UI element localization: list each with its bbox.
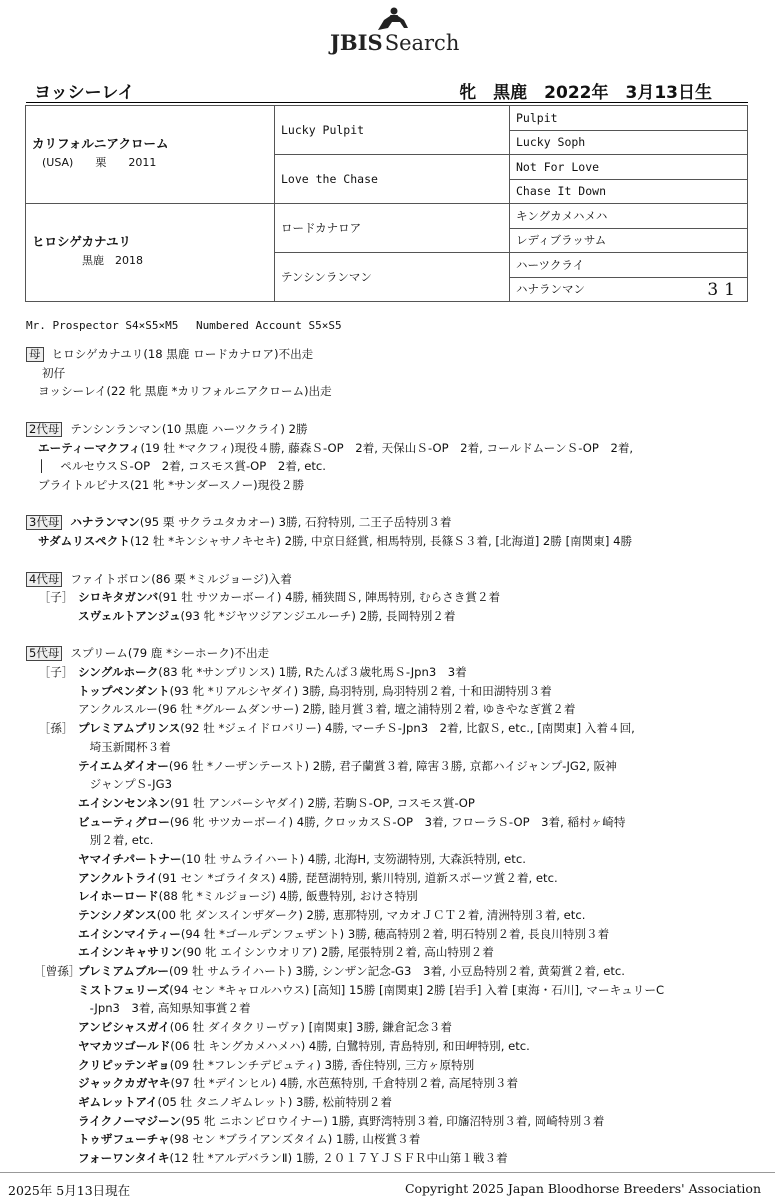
line-text: (93 牝 *リアルシヤダイ) 3勝, 鳥羽特別, 鳥羽特別２着, 十和田湖特別３着 [169, 683, 552, 698]
horse-link[interactable]: ライクノーマジーン [78, 1113, 181, 1128]
line-text: (94 セン *キャロルハウス) [高知] 15勝 [南関東] 2勝 [岩手] 入着 [東海・石川], マーキュリーC [169, 982, 665, 997]
horse-link[interactable]: ギムレットアイ [78, 1094, 158, 1109]
horse-link[interactable]: シングルホーク [78, 665, 159, 680]
generation-label: 3代母 [26, 515, 62, 530]
pedigree-g3-5[interactable]: レディブラッサム [510, 228, 748, 253]
generation-label: 5代母 [26, 646, 62, 661]
generation-label: 2代母 [26, 422, 62, 437]
family-line [26, 794, 756, 813]
line-text: 別２着, etc. [78, 833, 154, 848]
pedigree-g2-1[interactable]: Love the Chase [275, 155, 510, 204]
family-line [26, 1018, 756, 1037]
pedigree-g3-7-name[interactable]: ハナランマン [516, 282, 585, 297]
line-text: (05 牡 タニノギムレット) 3勝, 松前特別２着 [157, 1094, 392, 1109]
family-line [26, 1112, 756, 1131]
female-family-section [26, 345, 756, 1168]
line-text: (91 牡 サツカーボーイ) 4勝, 桶狭間Ｓ, 陣馬特別, むらさき賞２着 [158, 590, 501, 605]
family-line [26, 476, 756, 495]
horse-link[interactable]: ビューティグロー [78, 814, 170, 829]
line-text: ヒロシゲカナユリ(18 黒鹿 ロードカナロア)不出走 [51, 347, 314, 361]
spacer [26, 504, 756, 513]
horse-name: ヨッシーレイ [34, 83, 135, 103]
pedigree-table [25, 105, 748, 302]
family-line [26, 700, 756, 719]
line-text: (97 牡 *デインヒル) 4勝, 水芭蕉特別, 千倉特別２着, 高尾特別３着 [170, 1076, 519, 1091]
line-text: (98 セン *ブライアンズタイム) 1勝, 山桜賞３着 [169, 1132, 421, 1147]
pedigree-g2-2[interactable]: ロードカナロア [275, 204, 510, 253]
horse-link[interactable]: シロキタガンバ [78, 590, 159, 605]
family-line [26, 382, 756, 401]
sire-detail: (USA) 栗 2011 [42, 155, 157, 169]
family-line [26, 1149, 756, 1168]
family-line [26, 439, 756, 458]
family-line [26, 457, 756, 476]
logo-text-search: Search [384, 31, 460, 55]
line-text: (96 牝 サツカーボーイ) 4勝, クロッカスＳ-OP 3着, フローラＳ-OP 3着, 稲村ヶ崎特 [169, 814, 626, 829]
sire-name[interactable]: カリフォルニアクローム [32, 135, 169, 151]
family-line [26, 831, 756, 850]
line-text: 初仔 [42, 365, 66, 380]
horse-link[interactable]: アンビシャスガイ [78, 1020, 170, 1035]
line-text: ブライトルピナス(21 牝 *サンダースノー)現役２勝 [38, 477, 305, 492]
horse-link[interactable]: プレミアムブルー [78, 964, 170, 979]
line-text: ヨッシーレイ(22 牝 黒鹿 *カリフォルニアクローム)出走 [38, 384, 332, 399]
pedigree-g3-3[interactable]: Chase It Down [510, 179, 748, 204]
family-line [26, 682, 756, 701]
inbreeding-crosses: Mr. Prospector S4×S5×M5 Numbered Account S5×S5 [26, 319, 342, 332]
pedigree-g3-1[interactable]: Lucky Soph [510, 130, 748, 155]
line-text: テンシンランマン(10 黒鹿 ハーツクライ) 2勝 [70, 421, 308, 436]
family-line [26, 925, 756, 944]
family-line [26, 887, 756, 906]
horse-rider-icon [370, 6, 418, 32]
spacer [26, 626, 756, 635]
relation-tag: ［曾孫］ [34, 964, 81, 979]
line-text: スプリーム(79 鹿 *シーホーク)不出走 [70, 646, 270, 661]
family-line [26, 906, 756, 925]
family-line [26, 420, 756, 439]
horse-link[interactable]: トゥザフューチャ [78, 1132, 170, 1147]
line-text: ファイトボロン(86 栗 *ミルジョージ)入着 [70, 571, 292, 586]
family-line [26, 962, 756, 981]
line-text: (19 牡 *マクフィ)現役４勝, 藤森Ｓ-OP 2着, 天保山Ｓ-OP 2着, コールドムーンＳ-OP 2着, [140, 440, 634, 455]
line-text: (95 牝 ニホンピロウイナー) 1勝, 真野湾特別３着, 印旛沼特別３着, 岡崎特別３着 [180, 1113, 605, 1128]
line-text: (12 牡 *キンシャサノキセキ) 2勝, 中京日経賞, 相馬特別, 長篠Ｓ３着, [北海道] 2勝 [南関東] 4勝 [129, 534, 633, 549]
horse-link[interactable]: レイホーロード [78, 889, 159, 904]
line-text: (96 牡 *ノーザンテースト) 2勝, 君子蘭賞３着, 障害３勝, 京都ハイジャンプ-JG2, 阪神 [168, 758, 617, 773]
spacer [26, 401, 756, 410]
dam-name[interactable]: ヒロシゲカナユリ [32, 233, 132, 249]
horse-link[interactable]: エイシンセンネン [78, 795, 171, 810]
generation-label: 母 [26, 347, 44, 362]
sire-cell [26, 106, 275, 204]
family-line [26, 364, 756, 383]
family-line [26, 775, 756, 794]
horse-link[interactable]: エーティーマクフィ [38, 440, 141, 455]
horse-link[interactable]: スヴェルトアンジュ [78, 608, 181, 623]
family-line [26, 869, 756, 888]
jbis-search-logo[interactable] [330, 6, 462, 56]
horse-link[interactable]: プレミアムプリンス [78, 721, 181, 736]
line-text: (92 牡 *ジェイドロバリー) 4勝, マーチＳ-Jpn3 2着, 比叡Ｓ, etc., [南関東] 入着４回, [180, 721, 635, 736]
line-text: (09 牡 *フレンチデピュティ) 3勝, 香住特別, 三方ヶ原特別 [169, 1057, 475, 1072]
family-line [26, 644, 756, 663]
spacer [26, 635, 756, 644]
line-text: (06 牡 キングカメハメハ) 4勝, 白鷺特別, 青島特別, 和田岬特別, etc. [170, 1038, 530, 1053]
family-line [26, 1037, 756, 1056]
horse-link[interactable]: アンクルトライ [78, 870, 158, 885]
horse-link[interactable]: サダムリスペクト [38, 534, 130, 549]
line-text: │ ペルセウスＳ-OP 2着, コスモス賞-OP 2着, etc. [38, 459, 326, 474]
spacer [26, 495, 756, 504]
logo-text-jbis: JBIS [330, 30, 383, 55]
horse-link[interactable]: ジャックカガヤキ [78, 1076, 171, 1091]
pedigree-g3-7 [510, 277, 748, 302]
horse-link[interactable]: テンシノダンス [78, 908, 157, 922]
relation-tag: ［子］ [38, 590, 74, 605]
horse-link[interactable]: エイシンキャサリン [78, 945, 183, 960]
family-line [26, 663, 756, 682]
footer-copyright: Copyright 2025 Japan Bloodhorse Breeders' Association [404, 1181, 761, 1196]
relation-tag: ［子］ [38, 665, 74, 680]
pedigree-g3-4[interactable]: キングカメハメハ [510, 204, 748, 229]
line-text: (94 牡 *ゴールデンフェザント) 3勝, 穂高特別２着, 明石特別２着, 長良川特別３着 [180, 926, 610, 941]
pedigree-g2-0[interactable]: Lucky Pulpit [275, 106, 510, 155]
spacer [26, 560, 756, 569]
line-text: (91 セン *ゴライタス) 4勝, 琵琶湖特別, 紫川特別, 道新スポーツ賞２着, etc. [157, 870, 558, 885]
family-line [26, 943, 756, 962]
horse-link[interactable]: ヤマカツゴールド [78, 1038, 171, 1053]
family-line [26, 757, 756, 776]
footer-date: 2025年 5月13日現在 [8, 1183, 131, 1198]
family-line [26, 719, 756, 738]
family-line [26, 813, 756, 832]
horse-header [26, 74, 748, 103]
family-line [26, 570, 756, 589]
line-text: (06 牡 ダイタクリーヴァ) [南関東] 3勝, 鎌倉記念３着 [169, 1020, 452, 1035]
horse-info: 牝 黒鹿 2022年 3月13日生 [459, 83, 712, 103]
line-text: ジャンプＳ-JG3 [78, 777, 172, 792]
family-line [26, 981, 756, 1000]
horse-link[interactable]: エイシンマイティー [78, 926, 181, 941]
pedigree-g3-2[interactable]: Not For Love [510, 155, 748, 180]
line-text: (00 牝 ダンスインザダーク) 2勝, 恵那特別, マカオＪＣＴ２着, 清洲特別３着, etc. [156, 908, 586, 922]
family-line [26, 738, 756, 757]
relation-tag: ［孫］ [38, 721, 74, 736]
line-text: (90 牝 エイシンウオリア) 2勝, 尾張特別２着, 高山特別２着 [182, 945, 494, 960]
family-line [26, 345, 756, 364]
generation-label: 4代母 [26, 572, 62, 587]
family-number: 31 [707, 279, 741, 300]
dam-cell [26, 204, 275, 302]
family-line [26, 1130, 756, 1149]
horse-link[interactable]: クリピッテンギョ [78, 1057, 170, 1072]
spacer [26, 410, 756, 419]
horse-link[interactable]: トップペンダント [78, 683, 170, 698]
family-line [26, 1093, 756, 1112]
family-line [26, 607, 756, 626]
horse-link[interactable]: ミストフェリーズ [78, 982, 170, 997]
footer [0, 1172, 775, 1198]
spacer [26, 551, 756, 560]
pedigree-g3-0[interactable]: Pulpit [510, 106, 748, 131]
line-text: 埼玉新聞杯３着 [78, 739, 171, 754]
horse-link[interactable]: フォーワンタイキ [78, 1150, 170, 1165]
horse-link[interactable]: ヤマイチパートナー [78, 851, 182, 866]
family-line [26, 1056, 756, 1075]
pedigree-g2-3[interactable]: テンシンランマン [275, 253, 510, 302]
line-text: (09 牡 サムライハート) 3勝, シンザン記念-G3 3着, 小豆島特別２着, 黄菊賞２着, etc. [169, 964, 625, 979]
family-line [26, 513, 756, 532]
horse-link[interactable]: テイエムダイオー [78, 758, 169, 773]
family-line [26, 532, 756, 551]
family-line [26, 588, 756, 607]
family-line [26, 999, 756, 1018]
line-text: (91 牡 アンバーシヤダイ) 2勝, 若駒Ｓ-OP, コスモス賞-OP [170, 795, 475, 810]
line-text: (12 牡 *アルデバランⅡ) 1勝, ２０１７ＹＪＳＦＲ中山第１戦３着 [169, 1150, 508, 1165]
line-text: (95 栗 サクラユタカオー) 3勝, 石狩特別, 二王子岳特別３着 [139, 515, 452, 530]
family-line [26, 850, 756, 869]
family-line [26, 1074, 756, 1093]
line-text: (10 牡 サムライハート) 4勝, 北海H, 支笏湖特別, 大森浜特別, etc. [181, 851, 526, 866]
horse-link[interactable]: ハナランマン [70, 515, 140, 530]
line-text: (83 牝 *サンプリンス) 1勝, Rたんぱ３歳牝馬Ｓ-Jpn3 3着 [158, 665, 467, 680]
line-text: (88 牝 *ミルジョージ) 4勝, 飯豊特別, おけさ特別 [158, 889, 418, 904]
pedigree-g3-6[interactable]: ハーツクライ [510, 253, 748, 278]
line-text: (93 牝 *ジヤツジアンジエルーチ) 2勝, 長岡特別２着 [180, 608, 456, 623]
line-text: アンクルスルー(96 牡 *グルームダンサー) 2勝, 睦月賞３着, 壇之浦特別２着, ゆきやなぎ賞２着 [78, 702, 576, 717]
dam-detail: 黒鹿 2018 [82, 253, 143, 267]
line-text: -Jpn3 3着, 高知県知事賞２着 [78, 1001, 251, 1016]
